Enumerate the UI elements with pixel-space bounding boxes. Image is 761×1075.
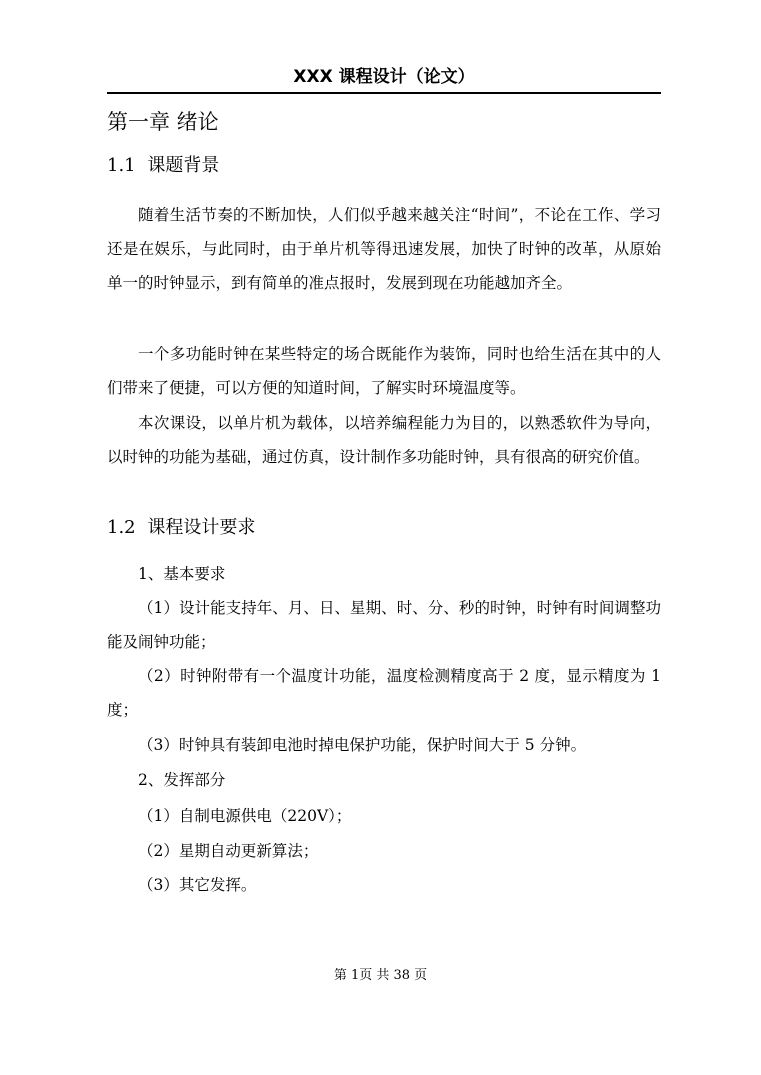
extra-requirements-heading: 2、发挥部分 <box>138 771 226 789</box>
section-number: 1.2 <box>107 517 136 538</box>
section-title-text: 课程设计要求 <box>147 517 256 538</box>
extra-item-2: （2）星期自动更新算法； <box>138 842 319 860</box>
basic-item-2: （2）时钟附带有一个温度计功能，温度检测精度高于 2 度，显示精度为 1 度； <box>107 667 661 719</box>
chapter-title: 第一章 绪论 <box>107 110 219 134</box>
paragraph-background-3: 本次课设，以单片机为载体，以培养编程能力为目的，以熟悉软件为导向，以时钟的功能为基础，通过仿真，设计制作多功能时钟，具有很高的研究价值。 <box>107 414 661 466</box>
section-title-text: 课题背景 <box>147 155 220 176</box>
section-heading-1-1 <box>107 151 219 181</box>
page-header <box>107 64 661 94</box>
page-footer <box>0 966 761 986</box>
paragraph-background-2: 一个多功能时钟在某些特定的场合既能作为装饰，同时也给生活在其中的人们带来了便捷，可以方便的知道时间，了解实时环境温度等。 <box>107 345 661 397</box>
basic-item-3: （3）时钟具有装卸电池时掉电保护功能，保护时间大于 5 分钟。 <box>138 736 587 754</box>
paragraph-background-1: 随着生活节奏的不断加快，人们似乎越来越关注“时间”，不论在工作、学习还是在娱乐，与此同时，由于单片机等得迅速发展，加快了时钟的改革，从原始单一的时钟显示，到有简单的准点报时，发展到现在功能越加齐全。 <box>107 206 661 292</box>
header-title: XXX 课程设计（论文） <box>293 67 475 87</box>
extra-item-3: （3）其它发挥。 <box>138 876 257 894</box>
basic-item-1: （1）设计能支持年、月、日、星期、时、分、秒的时钟，时钟有时间调整功能及闹钟功能； <box>107 599 661 651</box>
basic-requirements-heading: 1、基本要求 <box>138 565 226 583</box>
page-number-label: 第 1页 共 38 页 <box>333 968 428 983</box>
section-number: 1.1 <box>107 155 136 176</box>
section-heading-1-2 <box>107 513 255 543</box>
extra-item-1: （1）自制电源供电（220V）； <box>138 807 352 825</box>
